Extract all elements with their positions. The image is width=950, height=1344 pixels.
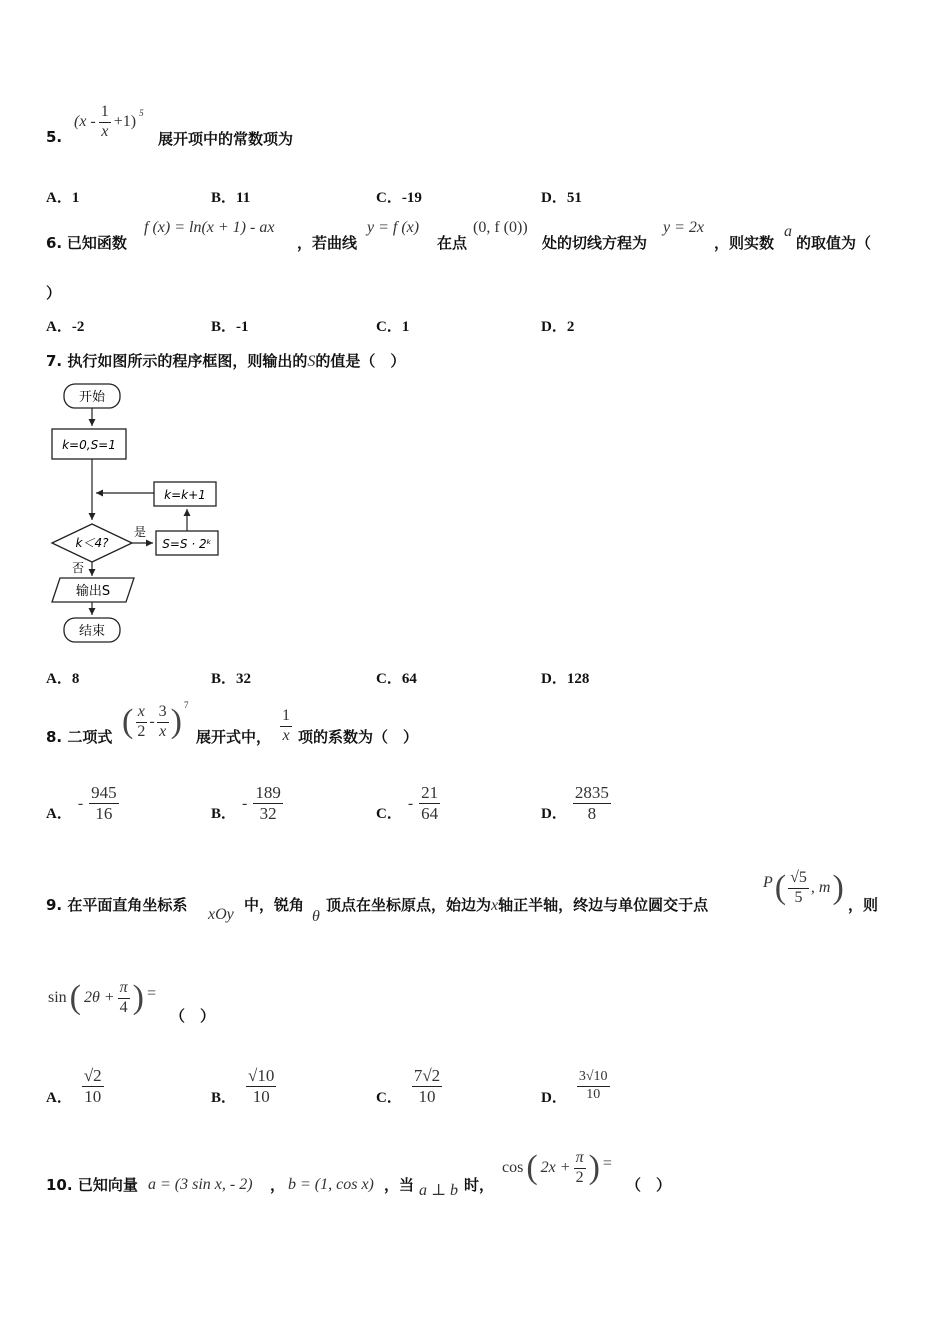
q9-option-a[interactable]: A． $\frac{√2}{10}$: [46, 1066, 102, 1106]
q9-expression: [48, 980, 156, 1017]
q7-text-1: 执行如图所示的程序框图，则输出的: [67, 352, 308, 370]
q9-text-5: ，则: [848, 896, 879, 914]
q10-expression: [502, 1150, 612, 1187]
q5-option-d[interactable]: D．51: [541, 190, 582, 206]
q9-xoy: xOy: [208, 906, 234, 923]
flow-end-label: 结束: [78, 624, 106, 639]
q8-option-d[interactable]: D． $\frac{2835}{8}$: [541, 783, 609, 823]
q9-p-frac: $\frac{√5}{5}$: [790, 869, 807, 906]
q7-flowchart: [40, 378, 240, 648]
q10-vector-b: b = (1, cos x): [288, 1176, 374, 1193]
q9-t3: 顶点在坐标原点，始边为: [326, 896, 492, 914]
q5-expr-fraction: [99, 104, 111, 141]
q5-frac-num: 1: [99, 104, 111, 123]
q6-curve: y = f (x): [367, 219, 420, 236]
q6-option-b[interactable]: B．-1: [211, 319, 249, 335]
q6-text-6: 的取值为（: [796, 234, 872, 252]
paren-right: ): [132, 979, 144, 1017]
flow-yes-label: 是: [133, 525, 147, 539]
q8-number: 8.: [46, 728, 63, 746]
flow-body-label: S=S · 2ᵏ: [162, 537, 212, 551]
q10-perp: a ⊥ b: [419, 1182, 459, 1199]
q7-option-a[interactable]: A．8: [46, 671, 80, 687]
q5-option-c[interactable]: C．-19: [376, 190, 422, 206]
q6-text-3: 在点: [437, 234, 468, 252]
q5-expression: [74, 104, 144, 141]
q6-option-c[interactable]: C．1: [376, 319, 410, 335]
paren-right: ): [832, 869, 844, 907]
q5-stem: 展开项中的常数项为: [158, 130, 294, 148]
q9-option-b[interactable]: B． $\frac{√10}{10}$: [211, 1066, 275, 1106]
q6-point: (0, f (0)): [473, 219, 528, 236]
q8-power: 7: [183, 700, 189, 711]
q8-option-b[interactable]: B． - $\frac{189}{32}$: [211, 783, 281, 823]
paren-right: ): [588, 1149, 600, 1187]
q9-t4: 轴正半轴，终边与单位圆交于点: [498, 896, 709, 914]
q6-text-4: 处的切线方程为: [542, 234, 648, 252]
q8-text-2: 展开式中，: [196, 728, 272, 746]
q10-text-5: （ ）: [626, 1176, 672, 1194]
q9-theta: θ: [312, 908, 320, 925]
q6-var-a: a: [784, 223, 792, 240]
paren-left: (: [774, 869, 787, 907]
q7-option-c[interactable]: C．64: [376, 671, 417, 687]
paren-left: (: [122, 703, 134, 741]
q7-option-b[interactable]: B．32: [211, 671, 252, 687]
q10-text-2: ，: [270, 1176, 286, 1194]
q9-option-d[interactable]: D． $\frac{3√10}{10}$: [541, 1069, 608, 1106]
flow-start-label: 开始: [78, 390, 106, 405]
q8-number-text: [46, 726, 112, 747]
q7-text-2: 的值是（ ）: [315, 352, 406, 370]
q10-text-1: [46, 1174, 138, 1195]
q9-sin: sin: [48, 989, 67, 1007]
q9-m: , m: [810, 879, 831, 897]
q10-text-4: 时，: [464, 1176, 495, 1194]
q5-number: 5.: [46, 128, 63, 146]
q9-text-2: 中，锐角: [244, 896, 305, 914]
q9-eq: =: [147, 985, 157, 1003]
q9-text-3: [326, 894, 708, 915]
q10-cos: cos: [502, 1159, 524, 1177]
q6-function: f (x) = ln(x + 1) - ax: [144, 219, 275, 236]
q10-expr-a: 2x +: [540, 1159, 571, 1177]
q6-option-a[interactable]: A．-2: [46, 319, 85, 335]
q5-expr-open: (x -: [74, 113, 96, 131]
q5-expr-close: +1): [113, 113, 137, 131]
q7-number: 7.: [46, 352, 63, 370]
q10-t1: 已知向量: [77, 1176, 138, 1194]
q6-text-2: ，若曲线: [297, 234, 358, 252]
paren-right: ): [170, 703, 182, 741]
q6-text-7: ）: [46, 284, 62, 302]
q9-text-1: [46, 894, 187, 915]
flow-inc-label: k=k+1: [164, 488, 206, 502]
q6-stem: [46, 232, 127, 253]
q8-minus: -: [149, 713, 155, 731]
paren-left: (: [69, 979, 81, 1017]
flow-output-label: 输出S: [75, 584, 111, 599]
q9-expr-a: 2θ +: [84, 989, 115, 1007]
q6-number: 6.: [46, 234, 63, 252]
q10-text-3: ，当: [384, 1176, 415, 1194]
q5-option-a[interactable]: A．1: [46, 190, 80, 206]
q6-tangent: y = 2x: [663, 219, 704, 236]
paren-left: (: [526, 1149, 538, 1187]
q6-option-d[interactable]: D．2: [541, 319, 575, 335]
q6-text-1: 已知函数: [66, 234, 127, 252]
q9-p: P: [763, 874, 773, 892]
q8-binomial: [122, 700, 189, 741]
q9-option-c[interactable]: C． $\frac{7√2}{10}$: [376, 1066, 441, 1106]
q7-var-s: S: [307, 353, 316, 370]
q5-expr-power: 5: [139, 108, 144, 119]
q10-number: 10.: [46, 1176, 73, 1194]
q9-text-6: （ ）: [170, 1007, 216, 1025]
q8-text-1: 二项式: [67, 728, 113, 746]
flow-init-label: k=0,S=1: [62, 438, 116, 452]
q6-text-5: ，则实数: [714, 234, 775, 252]
q10-expr-frac: $\frac{\pi}{2}$: [575, 1149, 584, 1186]
q8-frac-b: $\frac{3}{x}$: [158, 703, 167, 740]
q5-option-b[interactable]: B．11: [211, 190, 251, 206]
q10-eq: =: [602, 1155, 612, 1173]
q10-vector-a: a = (3 sin x, - 2): [148, 1176, 253, 1193]
q8-text-3: 项的系数为（ ）: [298, 728, 419, 746]
q7-option-d[interactable]: D．128: [541, 671, 590, 687]
q8-frac-c: $\frac{1}{x}$: [282, 707, 290, 744]
flow-decision-label: k＜4?: [75, 536, 109, 550]
q8-option-c[interactable]: C． - $\frac{21}{64}$: [376, 783, 439, 823]
q7-stem: [46, 350, 405, 371]
q9-x: x: [491, 897, 499, 914]
q9-point-p: [763, 870, 844, 907]
q8-frac-a: $\frac{x}{2}$: [137, 703, 146, 740]
q5-frac-den: x: [101, 122, 109, 140]
q9-expr-frac: $\frac{\pi}{4}$: [119, 979, 128, 1016]
q9-t1: 在平面直角坐标系: [67, 896, 188, 914]
q9-number: 9.: [46, 896, 63, 914]
q8-option-a[interactable]: A． - $\frac{945}{16}$: [46, 783, 117, 823]
flow-no-label: 否: [71, 561, 85, 575]
